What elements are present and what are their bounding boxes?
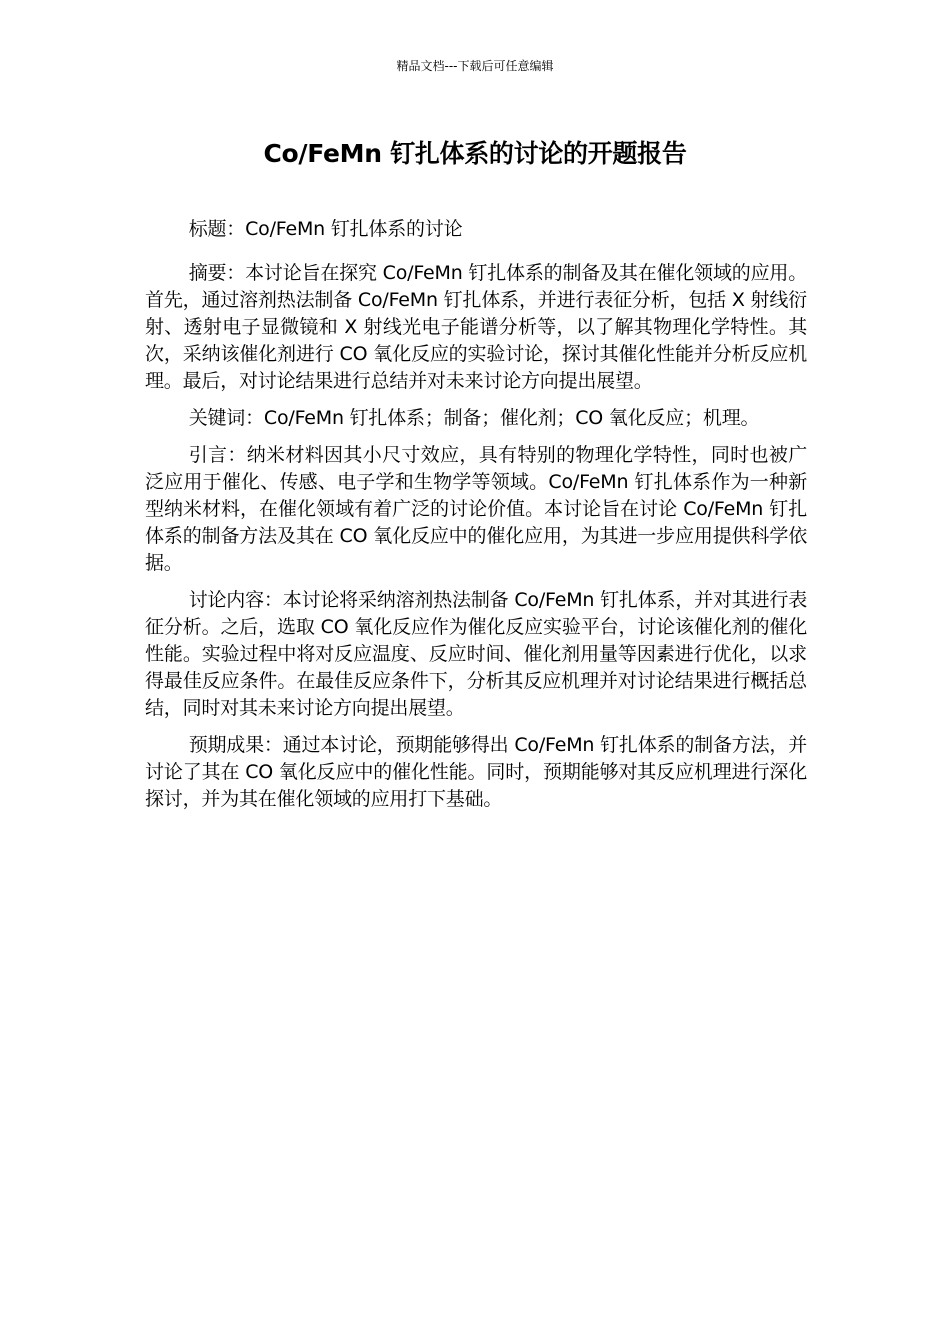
- subject-paragraph: 标题：Co/FeMn 钉扎体系的讨论: [188, 218, 463, 240]
- keywords-paragraph: 关键词：Co/FeMn 钉扎体系；制备；催化剂；CO 氧化反应；机理。: [188, 407, 760, 429]
- document-body: [145, 216, 807, 823]
- document-title: Co/FeMn 钉扎体系的讨论的开题报告: [263, 139, 687, 168]
- expected-results-paragraph: 预期成果：通过本讨论，预期能够得出 Co/FeMn 钉扎体系的制备方法，并讨论了其在 CO 氧化反应中的催化性能。同时，预期能够对其反应机理进行深化探讨，并为其在催化领域的应用打下基础。: [145, 734, 807, 810]
- abstract-paragraph: 摘要：本讨论旨在探究 Co/FeMn 钉扎体系的制备及其在催化领域的应用。首先，通过溶剂热法制备 Co/FeMn 钉扎体系，并进行表征分析，包括 X 射线衍射、透射电子显微镜和 X 射线光电子能谱分析等，以了解其物理化学特性。其次，采纳该催化剂进行 CO 氧化反应的实验讨论，探讨其催化性能并分析反应机理。最后，对讨论结果进行总结并对未来讨论方向提出展望。: [145, 262, 807, 392]
- page-header-watermark: 精品文档---下载后可任意编辑: [396, 59, 554, 73]
- introduction-paragraph: 引言：纳米材料因其小尺寸效应，具有特别的物理化学特性，同时也被广泛应用于催化、传感、电子学和生物学等领域。Co/FeMn 钉扎体系作为一种新型纳米材料，在催化领域有着广泛的讨论价值。本讨论旨在讨论 Co/FeMn 钉扎体系的制备方法及其在 CO 氧化反应中的催化应用，为其进一步应用提供科学依据。: [145, 444, 807, 574]
- research-content-paragraph: 讨论内容：本讨论将采纳溶剂热法制备 Co/FeMn 钉扎体系，并对其进行表征分析。之后，选取 CO 氧化反应作为催化反应实验平台，讨论该催化剂的催化性能。实验过程中将对反应温度、反应时间、催化剂用量等因素进行优化，以求得最佳反应条件。在最佳反应条件下，分析其反应机理并对讨论结果进行概括总结，同时对其未来讨论方向提出展望。: [145, 589, 807, 719]
